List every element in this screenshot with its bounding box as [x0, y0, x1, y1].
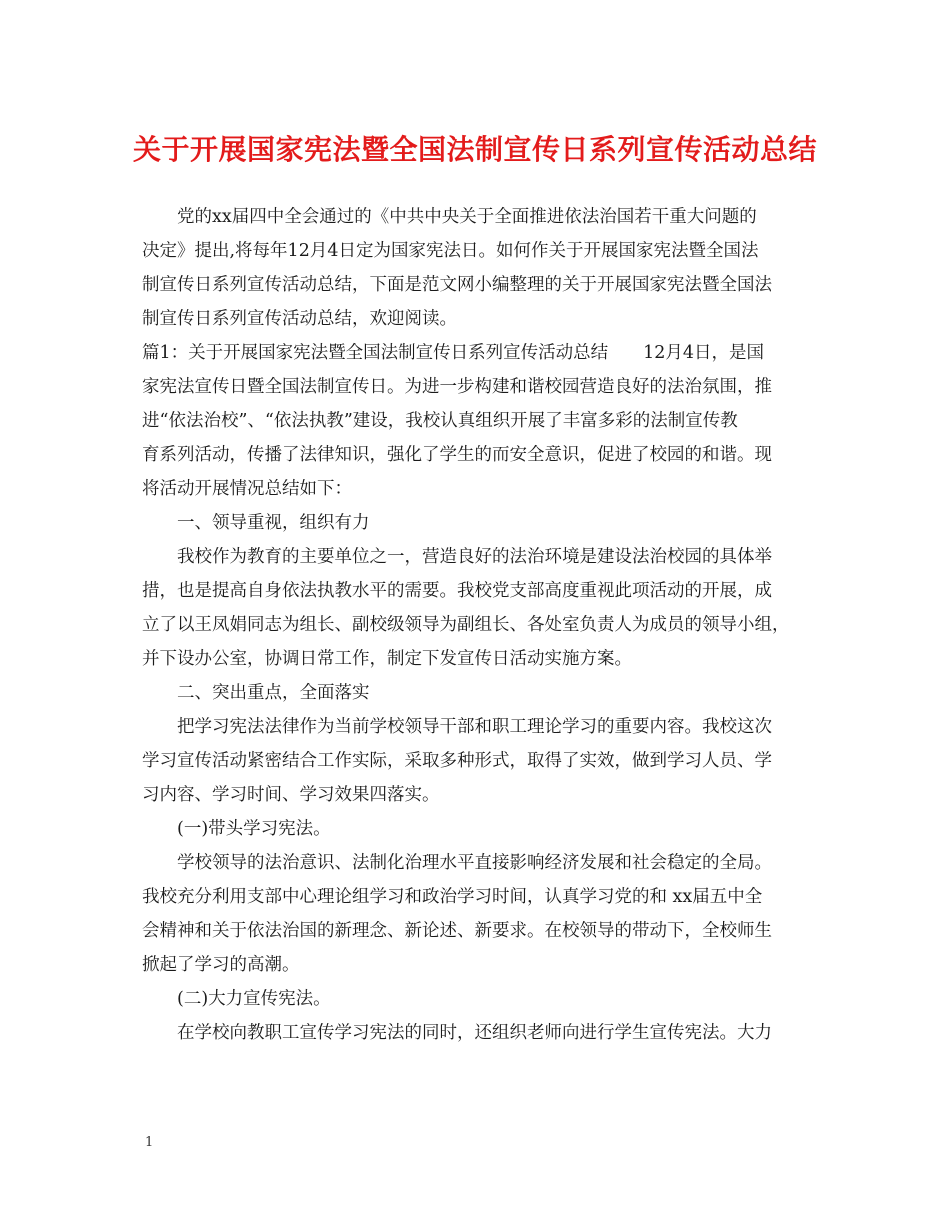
text-line: 制宣传日系列宣传活动总结，欢迎阅读。 — [142, 309, 457, 329]
text-line: 进“依法治校”、“依法执教”建设，我校认真组织开展了丰富多彩的法制宣传教 — [142, 411, 738, 431]
text-line: 篇1：关于开展国家宪法暨全国法制宣传日系列宣传活动总结 12月4日，是国 — [142, 343, 765, 363]
text-line: 制宣传日系列宣传活动总结，下面是范文网小编整理的关于开展国家宪法暨全国法 — [142, 275, 772, 295]
text-line: 学校领导的法治意识、法制化治理水平直接影响经济发展和社会稳定的全局。 — [177, 853, 772, 873]
text-line: 把学习宪法法律作为当前学校领导干部和职工理论学习的重要内容。我校这次 — [177, 717, 772, 737]
text-line: 掀起了学习的高潮。 — [142, 955, 300, 975]
text-line: 我校充分利用支部中心理论组学习和政治学习时间，认真学习党的和 xx届五中全 — [142, 887, 763, 907]
text-line: 立了以王凤娟同志为组长、副校级领导为副组长、各处室负责人为成员的领导小组， — [142, 615, 790, 635]
subsection-heading: (二)大力宣传宪法。 — [177, 989, 331, 1009]
page-number: 1 — [145, 1135, 154, 1150]
text-line: 会精神和关于依法治国的新理念、新论述、新要求。在校领导的带动下，全校师生 — [142, 921, 772, 941]
section-heading: 二、突出重点，全面落实 — [177, 683, 370, 703]
text-line: 措，也是提高自身依法执教水平的需要。我校党支部高度重视此项活动的开展，成 — [142, 581, 772, 601]
text-line: 党的xx届四中全会通过的《中共中央关于全面推进依法治国若干重大问题的 — [177, 207, 757, 227]
subsection-heading: (一)带头学习宪法。 — [177, 819, 331, 839]
text-line: 学习宣传活动紧密结合工作实际，采取多种形式，取得了实效，做到学习人员、学 — [142, 751, 772, 771]
text-line: 并下设办公室，协调日常工作，制定下发宣传日活动实施方案。 — [142, 649, 632, 669]
text-line: 我校作为教育的主要单位之一，营造良好的法治环境是建设法治校园的具体举 — [177, 547, 772, 567]
text-line: 决定》提出,将每年12月4日定为国家宪法日。如何作关于开展国家宪法暨全国法 — [142, 241, 759, 261]
text-line: 育系列活动，传播了法律知识，强化了学生的而安全意识，促进了校园的和谐。现 — [142, 445, 772, 465]
text-line: 习内容、学习时间、学习效果四落实。 — [142, 785, 440, 805]
text-line: 在学校向教职工宣传学习宪法的同时，还组织老师向进行学生宣传宪法。大力 — [177, 1023, 772, 1043]
text-line: 将活动开展情况总结如下： — [142, 479, 352, 499]
document-body — [142, 200, 822, 1050]
section-heading: 一、领导重视，组织有力 — [177, 513, 370, 533]
document-title: 关于开展国家宪法暨全国法制宣传日系列宣传活动总结 — [132, 133, 817, 166]
text-line: 家宪法宣传日暨全国法制宣传日。为进一步构建和谐校园营造良好的法治氛围，推 — [142, 377, 772, 397]
